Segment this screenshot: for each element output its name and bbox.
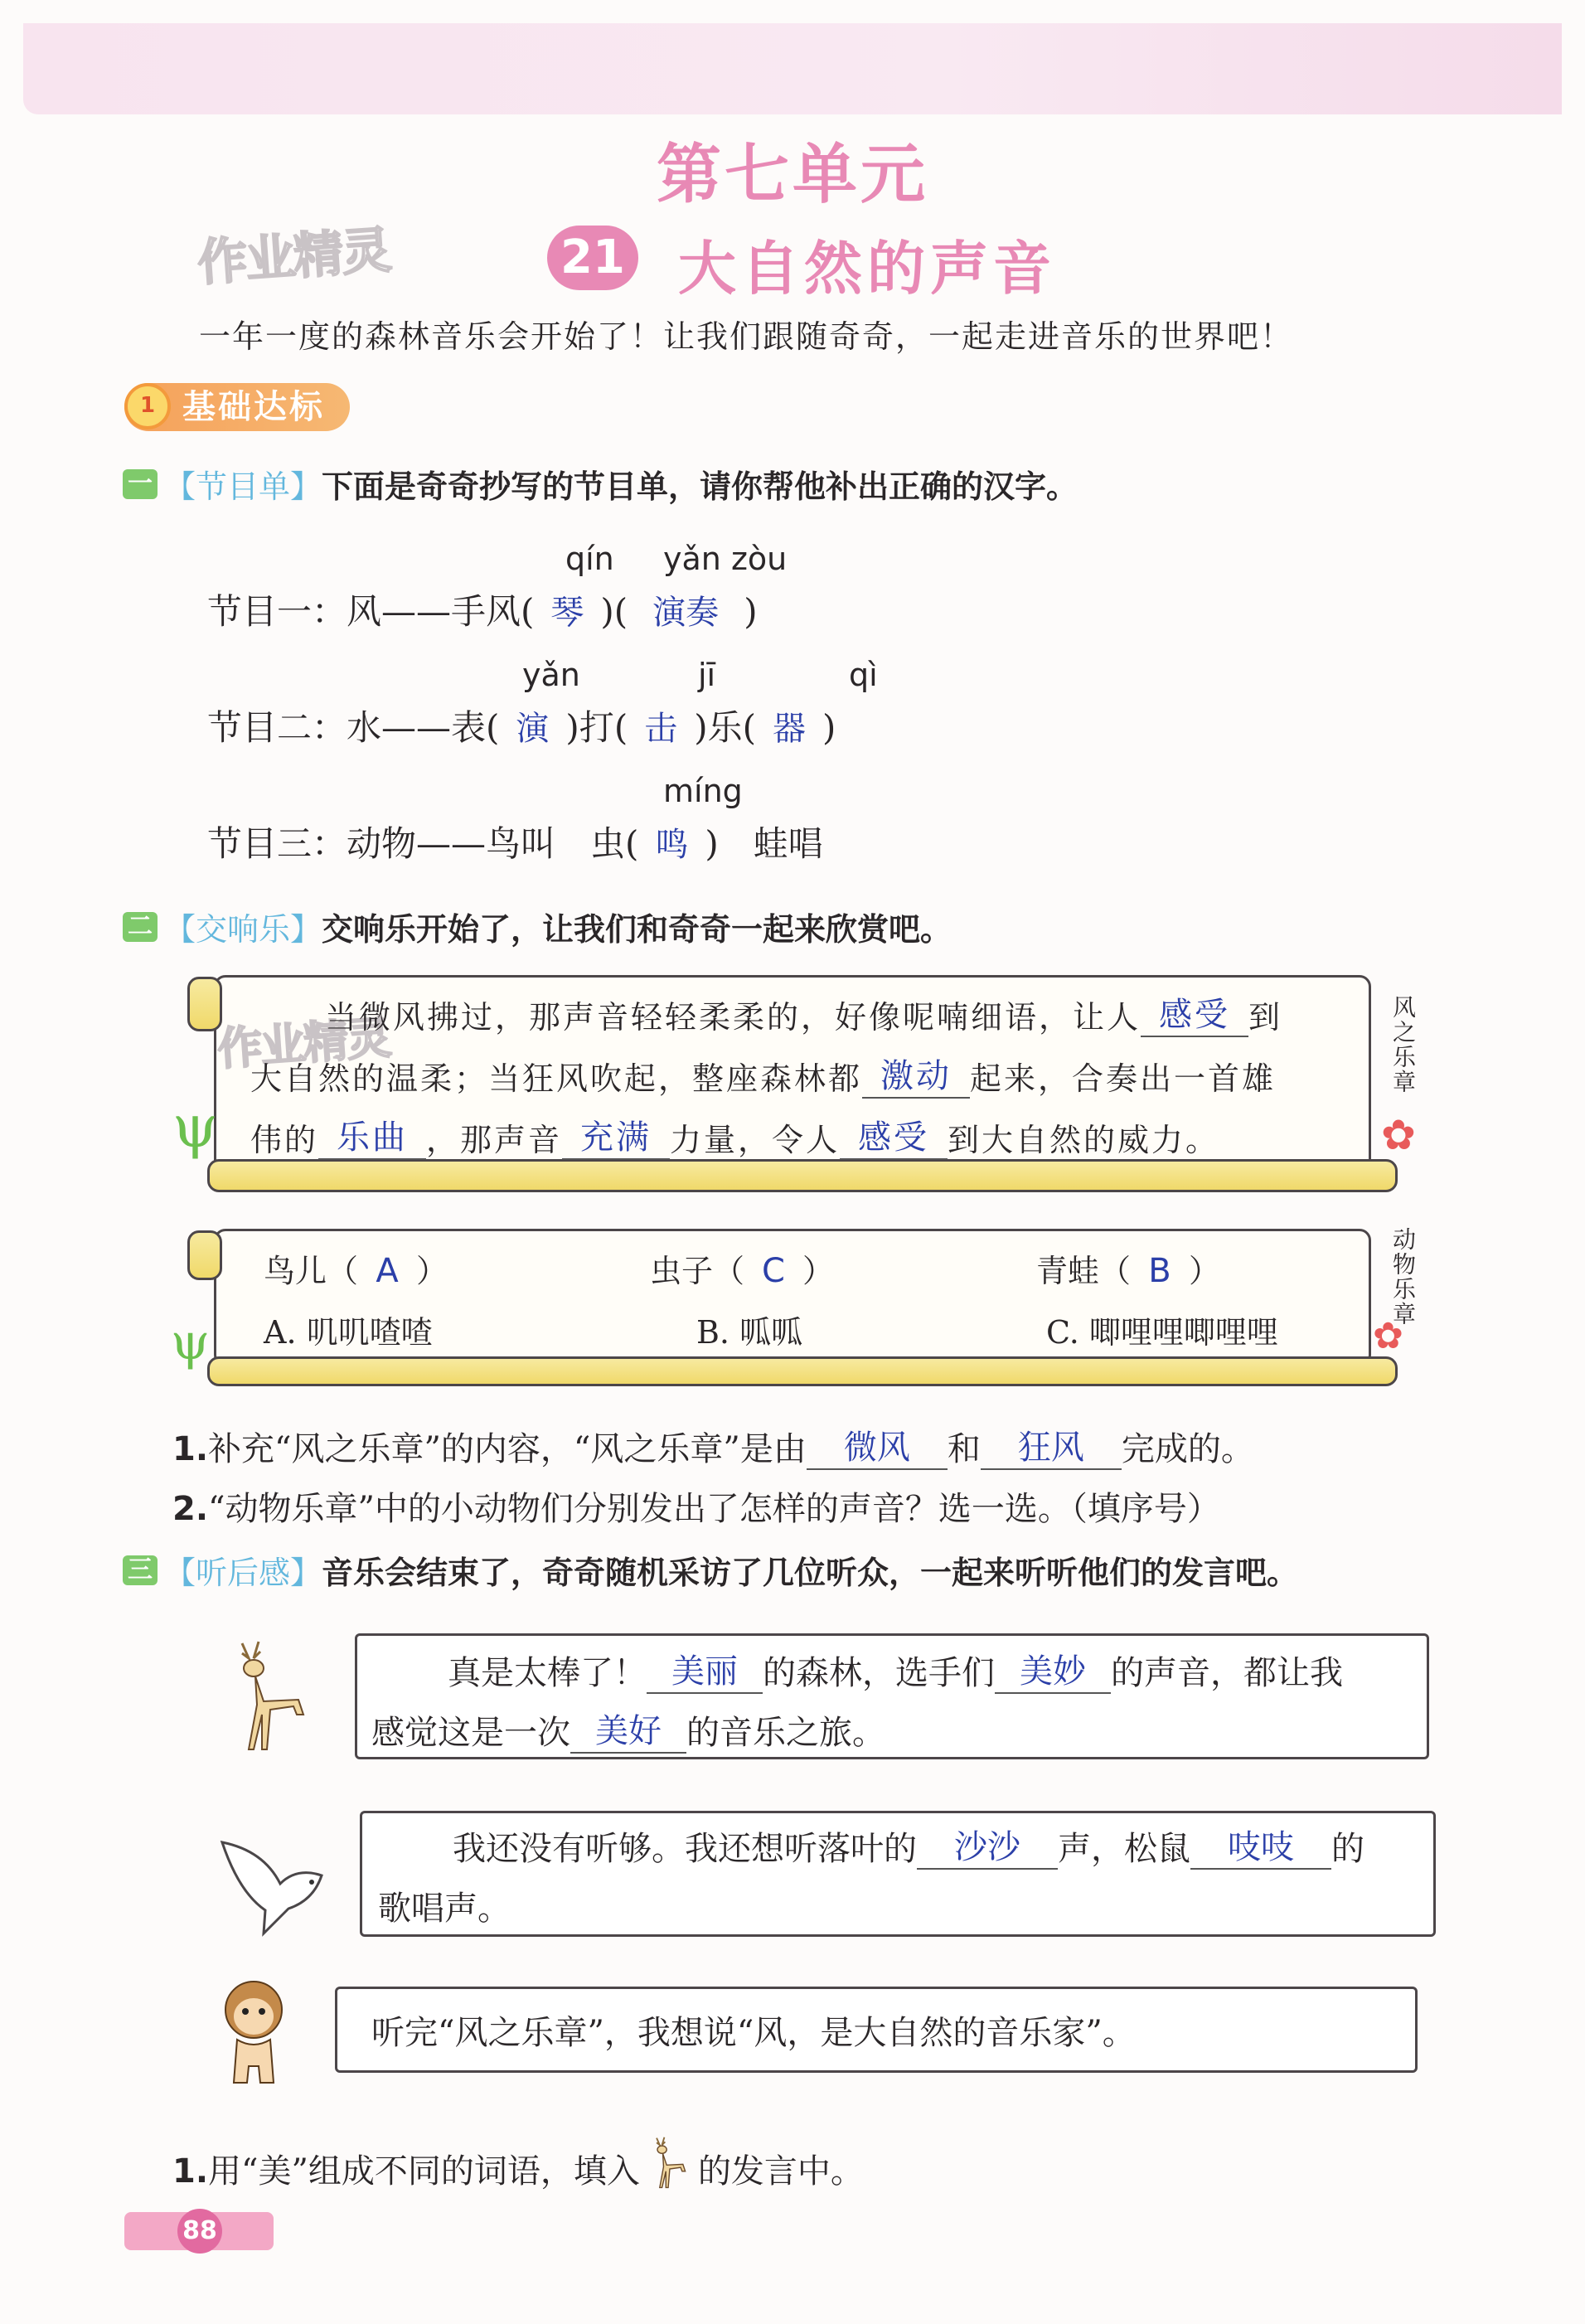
blank[interactable]: 美好 <box>570 1705 686 1754</box>
animal-label: 虫子（ <box>650 1253 745 1289</box>
pinyin: qì <box>849 657 878 693</box>
deer-icon <box>640 2134 698 2192</box>
scroll-side-label: 风之乐章 <box>1389 995 1417 1094</box>
answer[interactable]: 器 <box>773 710 806 748</box>
answer[interactable]: B <box>1148 1252 1171 1290</box>
page-number: 88 <box>177 2209 222 2254</box>
bubble-text: 真是太棒了！ <box>448 1654 647 1692</box>
animal-frog-row <box>1036 1245 1220 1291</box>
flower-icon: ✿ <box>1373 1315 1403 1357</box>
blank[interactable]: 充满 <box>562 1111 670 1160</box>
blank[interactable]: 乐曲 <box>318 1111 426 1160</box>
bubble-text: 的音乐之旅。 <box>686 1714 885 1752</box>
deer-icon <box>217 1635 320 1759</box>
option-b: B. 呱呱 <box>696 1314 803 1351</box>
q1-number: 一 <box>123 469 158 499</box>
scroll-text-line <box>325 988 1282 1037</box>
bubble-text: 的声音，都让我 <box>1111 1654 1343 1692</box>
scroll-text: 到 <box>1248 999 1283 1036</box>
intro-text: 一年一度的森林音乐会开始了！让我们跟随奇奇，一起走进音乐的世界吧！ <box>199 318 1294 355</box>
scroll-text: ，那声音 <box>426 1122 563 1158</box>
sub-text: “动物乐章”中的小动物们分别发出了怎样的声音？选一选。（填序号） <box>208 1490 1220 1528</box>
q3-heading <box>123 1547 1298 1593</box>
sub-text: 完成的。 <box>1121 1430 1254 1468</box>
animal-bird-row <box>264 1245 448 1291</box>
grass-icon: ψ <box>172 1093 218 1161</box>
scroll-text: 起来，合奏出一首雄 <box>970 1060 1277 1097</box>
q3-tag: 【听后感】 <box>164 1555 322 1591</box>
program-label: 节目二：水——表 <box>207 707 487 748</box>
q3-number: 三 <box>123 1555 158 1585</box>
scroll-text-line <box>250 1050 1276 1099</box>
q2-prompt: 交响乐开始了，让我们和奇奇一起来欣赏吧。 <box>322 911 952 948</box>
scroll-text: 力量，令人 <box>670 1122 841 1158</box>
q3-sub1 <box>172 2134 864 2192</box>
bubble-line <box>453 1821 1364 1870</box>
scroll-text: 大自然的温柔；当狂风吹起，整座森林都 <box>250 1060 863 1097</box>
header-band <box>23 23 1562 114</box>
scroll-roll <box>207 1159 1398 1192</box>
sub-number: 2. <box>172 1490 209 1528</box>
sub-text: 用“美”组成不同的词语，填入 <box>208 2152 640 2191</box>
animal-insect-row <box>650 1245 834 1291</box>
q2-number: 二 <box>123 912 158 942</box>
bubble-line <box>448 1645 1343 1694</box>
bubble-text: 的 <box>1331 1830 1364 1868</box>
bubble-line <box>371 1705 885 1754</box>
bubble-text: 我还没有听够。我还想听落叶的 <box>453 1830 917 1868</box>
answer[interactable]: A <box>376 1252 399 1290</box>
paren: ） <box>1189 1253 1221 1289</box>
watermark: 作业精灵 <box>196 221 392 293</box>
program-line-1: 节目一：风——手风( 琴 )( 演奏 ) <box>207 585 758 634</box>
unit-title: 第七单元 <box>656 138 928 212</box>
lesson-number: 21 <box>547 226 638 290</box>
section-badge: 基础达标 <box>124 383 350 431</box>
sub-number: 1. <box>172 1430 209 1468</box>
option-c: C. 唧哩哩唧哩哩 <box>1046 1314 1278 1351</box>
answer[interactable]: 击 <box>644 710 678 748</box>
answer[interactable]: C <box>762 1252 785 1290</box>
option-a: A. 叽叽喳喳 <box>264 1314 433 1351</box>
paren: ） <box>416 1253 448 1289</box>
medal-icon: 1 <box>124 383 171 429</box>
q1-heading <box>123 461 1078 507</box>
animal-label: 鸟儿（ <box>264 1253 359 1289</box>
watermark: 作业精灵 <box>216 1011 392 1076</box>
q2-sub2 <box>172 1482 1220 1530</box>
blank[interactable]: 吱吱 <box>1190 1821 1331 1870</box>
blank[interactable]: 美丽 <box>647 1645 763 1694</box>
sub-text: 补充“风之乐章”的内容，“风之乐章”是由 <box>208 1430 807 1468</box>
blank[interactable]: 微风 <box>807 1421 948 1470</box>
program-label: 节目三：动物——鸟叫 虫 <box>207 823 626 864</box>
bubble-text: 的森林，选手们 <box>763 1654 995 1692</box>
scroll-text-line <box>250 1111 1219 1160</box>
program-label: 节目一：风——手风 <box>207 591 521 632</box>
blank[interactable]: 激动 <box>862 1050 970 1099</box>
scroll-text: 伟的 <box>250 1122 319 1158</box>
bubble-text: 声，松鼠 <box>1058 1830 1190 1868</box>
sub-number: 1. <box>172 2152 209 2191</box>
answer[interactable]: 琴 <box>550 594 584 632</box>
scroll-roll <box>187 1230 222 1280</box>
bubble-line: 歌唱声。 <box>378 1890 511 1928</box>
q3-prompt: 音乐会结束了，奇奇随机采访了几位听众，一起来听听他们的发言吧。 <box>322 1555 1299 1591</box>
sub-text: 的发言中。 <box>697 2152 864 2191</box>
blank[interactable]: 美妙 <box>995 1645 1111 1694</box>
pinyin: míng <box>663 773 743 809</box>
pinyin: qín <box>565 541 614 577</box>
pinyin: yǎn <box>522 657 580 693</box>
paren: ） <box>802 1253 835 1289</box>
blank[interactable]: 感受 <box>1141 988 1248 1037</box>
q2-sub1 <box>172 1421 1254 1470</box>
grass-icon: ψ <box>171 1313 211 1371</box>
bubble-line: 听完“风之乐章”，我想说“风，是大自然的音乐家”。 <box>371 2014 1136 2052</box>
program-line-2: 节目二：水——表( 演 )打( 击 )乐( 器 ) <box>207 701 836 750</box>
answer[interactable]: 鸣 <box>655 826 689 864</box>
program-text: 蛙唱 <box>753 823 823 864</box>
program-text: 乐 <box>707 707 743 748</box>
animal-label: 青蛙（ <box>1036 1253 1132 1289</box>
scroll-side-label: 动物乐章 <box>1389 1227 1417 1327</box>
q1-prompt: 下面是奇奇抄写的节目单，请你帮他补出正确的汉字。 <box>322 468 1078 505</box>
scroll-text: 到大自然的威力。 <box>948 1122 1220 1158</box>
blank[interactable]: 狂风 <box>981 1421 1122 1470</box>
answer[interactable]: 演 <box>516 710 550 748</box>
flower-icon: ✿ <box>1381 1111 1416 1159</box>
program-line-3: 节目三：动物——鸟叫 虫( 鸣 ) 蛙唱 <box>207 817 823 866</box>
q2-heading <box>123 904 952 949</box>
pinyin: yǎn zòu <box>663 541 788 577</box>
answer[interactable]: 演奏 <box>652 594 720 632</box>
program-text: 打 <box>579 707 614 748</box>
monkey-icon <box>212 1975 303 2099</box>
scroll-text: 当微风拂过，那声音轻轻柔柔的，好像呢喃细语，让人 <box>325 999 1141 1036</box>
blank[interactable]: 感受 <box>840 1111 948 1160</box>
blank[interactable]: 沙沙 <box>917 1821 1058 1870</box>
q2-tag: 【交响乐】 <box>164 911 322 948</box>
lesson-title: 大自然的声音 <box>678 235 1056 303</box>
pinyin: jī <box>698 657 716 693</box>
sub-text: 和 <box>947 1430 981 1468</box>
bubble-text: 感觉这是一次 <box>371 1714 570 1752</box>
scroll-roll <box>207 1356 1398 1386</box>
bird-icon <box>214 1817 338 1942</box>
q1-tag: 【节目单】 <box>164 468 322 505</box>
